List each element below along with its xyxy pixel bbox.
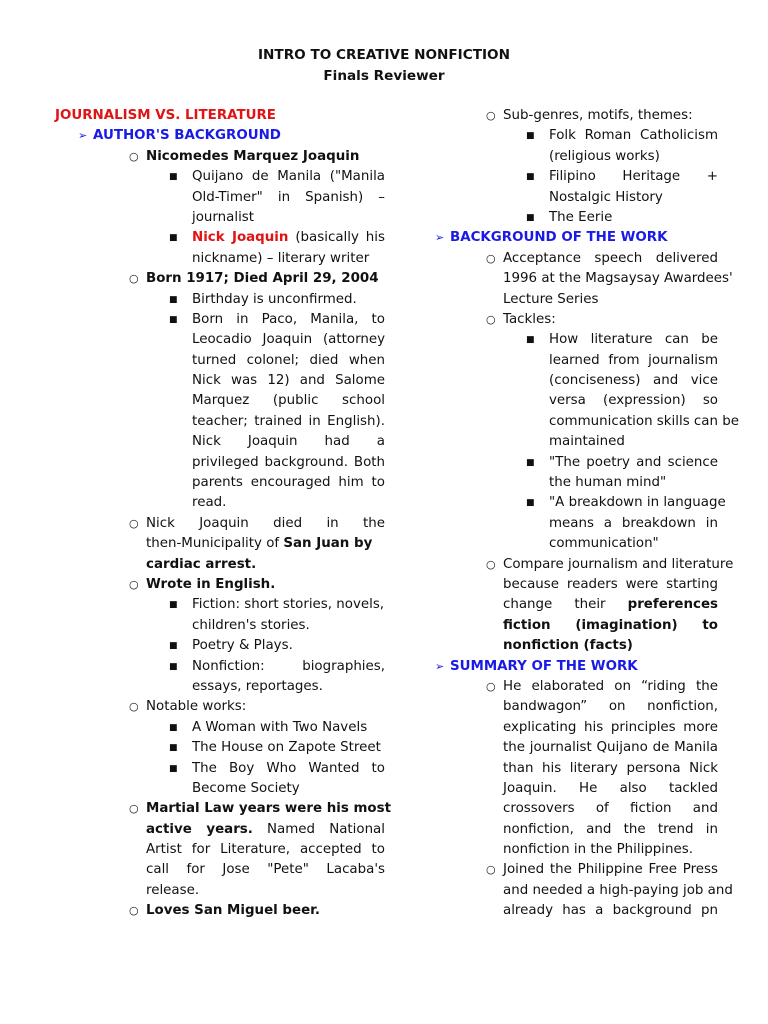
line-text: Joaquin. He also tackled [503, 780, 718, 796]
outline-line [412, 534, 718, 554]
circle-bullet-icon: ○ [486, 251, 496, 265]
outline-line [55, 371, 385, 391]
outline-line [412, 840, 718, 860]
outline-line [55, 636, 385, 656]
line-text: (conciseness) and vice [549, 373, 718, 389]
circle-bullet-icon: ○ [486, 557, 496, 571]
outline-line [412, 799, 718, 819]
outline-line [55, 799, 392, 819]
outline-line [55, 208, 385, 228]
line-text: Born 1917; Died April 29, 2004 [146, 271, 379, 287]
line-text: nonfiction (facts) [503, 638, 633, 654]
outline-line [55, 453, 385, 473]
line-text: Nick Joaquin had a [192, 434, 385, 450]
line-text: San Juan by [283, 536, 373, 552]
line-text: communication skills can be [549, 413, 739, 429]
line-text: Quijano de Manila ("Manila [192, 169, 385, 185]
outline-line [412, 575, 718, 595]
outline-line [412, 310, 718, 330]
outline-line [55, 881, 385, 901]
line-text: Marquez (public school [192, 393, 385, 409]
square-bullet-icon: ■ [526, 172, 535, 183]
outline-line [55, 514, 385, 534]
outline-line [412, 881, 733, 901]
line-text: Born in Paco, Manila, to [192, 311, 385, 327]
square-bullet-icon: ■ [169, 600, 178, 611]
outline-line [55, 738, 385, 758]
line-text: the human mind" [549, 475, 667, 491]
line-text: read. [192, 495, 227, 511]
line-text: Lecture Series [503, 291, 599, 307]
line-text: Artist for Literature, accepted to [146, 842, 385, 858]
outline-line [55, 310, 385, 330]
line-text: bandwagon” on nonfiction, [503, 699, 718, 715]
line-text: nonfiction, and the trend in [503, 821, 718, 837]
left-column [55, 106, 392, 922]
outline-line [412, 514, 718, 534]
outline-line [55, 820, 385, 840]
line-text: already has a background pn [503, 903, 718, 919]
outline-line [55, 718, 385, 738]
line-text: because readers were starting [503, 576, 718, 592]
line-text: 1996 at the Magsaysay Awardees' [503, 271, 733, 287]
line-text: Become Society [192, 780, 300, 796]
square-bullet-icon: ■ [169, 294, 178, 305]
line-text: He elaborated on “riding the [503, 678, 718, 694]
outline-line [55, 290, 385, 310]
outline-line [55, 228, 385, 248]
outline-line [55, 147, 385, 167]
outline-line [412, 636, 718, 656]
arrow-bullet-icon: ➢ [435, 231, 445, 245]
line-text: Wrote in English. [146, 576, 276, 592]
line-text: The Eerie [549, 209, 613, 225]
line-text: essays, reportages. [192, 678, 323, 694]
right-column [412, 106, 739, 922]
line-text: How literature can be [549, 332, 718, 348]
outline-line [55, 269, 385, 289]
line-text: Martial Law years were his most [146, 801, 392, 817]
line-text: Sub-genres, motifs, themes: [503, 108, 693, 123]
outline-line [55, 167, 385, 187]
line-text: (religious works) [549, 148, 660, 164]
outline-line [55, 779, 385, 799]
outline-line [412, 860, 718, 880]
line-text: Nostalgic History [549, 189, 663, 205]
outline-line [412, 820, 718, 840]
square-bullet-icon: ■ [169, 233, 178, 244]
outline-line [55, 412, 385, 432]
outline-line [412, 453, 718, 473]
square-bullet-icon: ■ [169, 722, 178, 733]
outline-line [412, 269, 733, 289]
outline-line [412, 188, 718, 208]
line-text: BACKGROUND OF THE WORK [450, 230, 668, 246]
square-bullet-icon: ■ [526, 335, 535, 346]
line-text: Fiction: short stories, novels, [192, 597, 385, 613]
circle-bullet-icon: ○ [129, 700, 139, 714]
outline-line [55, 657, 385, 677]
line-text: The Boy Who Wanted to [192, 760, 385, 776]
line-text: and needed a high-paying job and [503, 882, 733, 898]
line-text: Tackles: [503, 311, 556, 327]
outline-line [55, 473, 385, 493]
line-text: "A breakdown in language [549, 495, 726, 511]
outline-line [412, 412, 739, 432]
outline-line [55, 677, 385, 697]
line-text: turned colonel; died when [192, 352, 385, 368]
line-text: Birthday is unconfirmed. [192, 291, 357, 307]
square-bullet-icon: ■ [169, 641, 178, 652]
square-bullet-icon: ■ [169, 314, 178, 325]
outline-line [412, 697, 718, 717]
outline-line [55, 493, 385, 513]
outline-line [412, 167, 718, 187]
outline-line [412, 208, 718, 228]
arrow-bullet-icon: ➢ [435, 659, 445, 673]
line-text: explicating his principles more [503, 719, 718, 735]
line-text: active years. [146, 821, 253, 837]
circle-bullet-icon: ○ [129, 149, 139, 163]
line-text: preferences [627, 597, 718, 613]
outline-line [412, 106, 718, 126]
circle-bullet-icon: ○ [129, 904, 139, 918]
outline-line [55, 697, 385, 717]
square-bullet-icon: ■ [169, 743, 178, 754]
circle-bullet-icon: ○ [486, 109, 496, 122]
square-bullet-icon: ■ [526, 457, 535, 468]
outline-line [412, 391, 718, 411]
line-text: Loves San Miguel beer. [146, 903, 320, 919]
circle-bullet-icon: ○ [129, 516, 139, 530]
square-bullet-icon: ■ [169, 172, 178, 183]
line-text: fiction (imagination) to [503, 617, 718, 633]
outline-line [55, 330, 385, 350]
circle-bullet-icon: ○ [129, 802, 139, 816]
outline-line [55, 126, 385, 146]
line-text: Notable works: [146, 699, 247, 715]
line-text: Leocadio Joaquin (attorney [192, 332, 385, 348]
line-text: then-Municipality of [146, 536, 284, 552]
outline-line [55, 595, 385, 615]
arrow-bullet-icon: ➢ [78, 129, 88, 143]
line-text: Nick was 12) and Salome [192, 373, 385, 389]
line-text: teacher; trained in English). [192, 413, 385, 429]
outline-line [412, 147, 718, 167]
outline-line [412, 677, 718, 697]
line-text: learned from journalism [549, 352, 718, 368]
line-text: Nonfiction: biographies, [192, 658, 385, 674]
line-text: journalist [192, 209, 255, 225]
line-text: privileged background. Both [192, 454, 385, 470]
line-text: versa (expression) so [549, 393, 718, 409]
outline-line [412, 473, 718, 493]
outline-line [55, 555, 385, 575]
outline-line [412, 493, 726, 513]
outline-line [412, 330, 718, 350]
outline-line [412, 738, 718, 758]
outline-line [412, 657, 718, 677]
outline-line [55, 391, 385, 411]
line-text: Nick Joaquin died in the [146, 515, 385, 531]
line-text: Named National [252, 821, 385, 837]
document-subtitle: Finals Reviewer [323, 68, 445, 84]
line-text: communication" [549, 536, 659, 552]
outline-line [55, 759, 385, 779]
line-text: nickname) – literary writer [192, 250, 370, 266]
line-text: maintained [549, 434, 625, 450]
line-text: cardiac arrest. [146, 556, 257, 572]
line-text: JOURNALISM VS. LITERATURE [55, 108, 276, 123]
outline-line [412, 901, 718, 921]
outline-line [412, 228, 718, 248]
line-text: parents encouraged him to [192, 475, 385, 491]
circle-bullet-icon: ○ [129, 577, 139, 591]
line-text: change their [503, 597, 628, 613]
outline-line [412, 616, 718, 636]
line-text: Poetry & Plays. [192, 638, 293, 654]
line-text: Nicomedes Marquez Joaquin [146, 148, 360, 164]
circle-bullet-icon: ○ [486, 312, 496, 326]
outline-line [55, 840, 385, 860]
line-text: A Woman with Two Navels [192, 719, 368, 735]
line-text: children's stories. [192, 617, 310, 633]
square-bullet-icon: ■ [526, 131, 535, 142]
outline-line [55, 575, 385, 595]
line-text: call for Jose "Pete" Lacaba's [146, 862, 385, 878]
line-text: Folk Roman Catholicism [549, 128, 718, 144]
line-text: crossovers of fiction and [503, 801, 718, 817]
outline-line [412, 290, 718, 310]
line-text: AUTHOR'S BACKGROUND [93, 128, 281, 144]
line-text: Old-Timer" in Spanish) – [192, 189, 385, 205]
line-text: (basically his [288, 230, 385, 246]
outline-line [412, 759, 718, 779]
outline-line [55, 860, 385, 880]
outline-line [55, 106, 385, 126]
outline-line [412, 432, 718, 452]
line-text: SUMMARY OF THE WORK [450, 658, 638, 674]
line-text: release. [146, 882, 200, 898]
line-text: Filipino Heritage + [549, 169, 718, 185]
line-text: Nick Joaquin [192, 230, 289, 246]
line-text: than his literary persona Nick [503, 760, 718, 776]
circle-bullet-icon: ○ [486, 679, 496, 693]
outline-line [55, 351, 385, 371]
outline-line [412, 718, 718, 738]
outline-line [55, 249, 385, 269]
outline-line [412, 351, 718, 371]
outline-line [55, 534, 385, 554]
outline-line [412, 126, 718, 146]
outline-line [412, 779, 718, 799]
outline-line [412, 249, 718, 269]
square-bullet-icon: ■ [169, 763, 178, 774]
outline-line [55, 901, 385, 921]
outline-line [55, 616, 385, 636]
outline-line [55, 188, 385, 208]
outline-line [412, 555, 734, 575]
circle-bullet-icon: ○ [486, 863, 496, 877]
square-bullet-icon: ■ [169, 661, 178, 672]
circle-bullet-icon: ○ [129, 272, 139, 286]
line-text: Acceptance speech delivered [503, 250, 718, 266]
square-bullet-icon: ■ [526, 212, 535, 223]
outline-line [412, 371, 718, 391]
square-bullet-icon: ■ [526, 498, 535, 509]
line-text: the journalist Quijano de Manila [503, 740, 718, 756]
line-text: Compare journalism and literature [503, 556, 734, 572]
line-text: nonfiction in the Philippines. [503, 842, 693, 858]
line-text: means a breakdown in [549, 515, 718, 531]
outline-line [412, 595, 718, 615]
line-text: The House on Zapote Street [192, 740, 381, 756]
line-text: Joined the Philippine Free Press [503, 862, 718, 878]
outline-line [55, 432, 385, 452]
line-text: "The poetry and science [549, 454, 718, 470]
document-title: INTRO TO CREATIVE NONFICTION [258, 47, 510, 63]
document-header [0, 45, 768, 87]
